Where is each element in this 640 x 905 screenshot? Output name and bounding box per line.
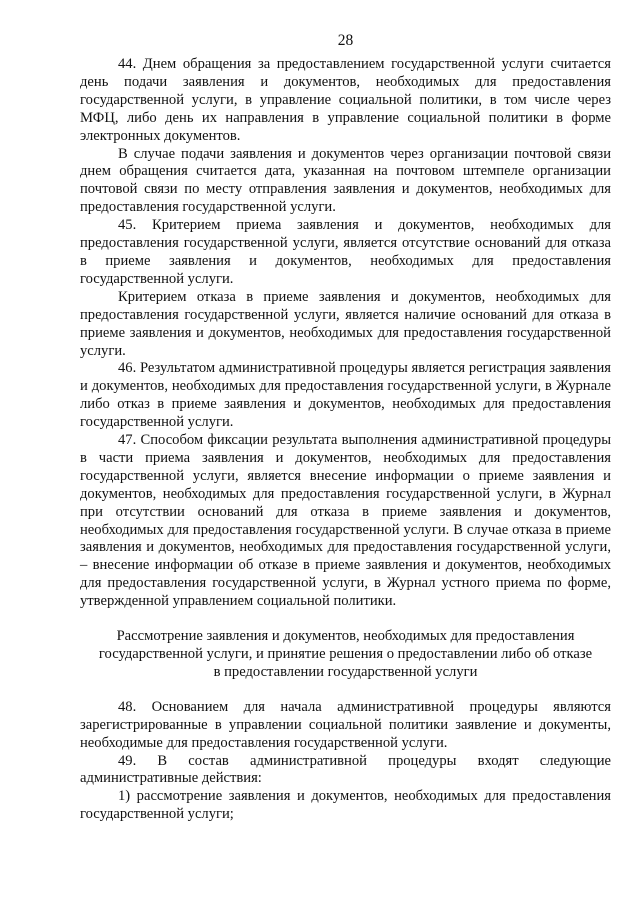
paragraph-refusal-criterion: Критерием отказа в приеме заявления и документов, необходимых для предоставления государственной услуги, является наличие оснований для отказа в приеме заявления и документов, необходимых для предоставления государственной услуги. xyxy=(80,288,611,359)
paragraph-47: 47. Способом фиксации результата выполнения административной процедуры в части приема заявления и документов, необходимых для предоставления государственной услуги, является внесение информации о приеме заявления и документов, необходимых для предоставления государственной услуги, в Журнал при отсутствии оснований для отказа в приеме заявления и документов, необходимых для предоставления государственной услуги. В случае отказа в приеме заявления и документов, необходимых для предоставления государственной услуги, – внесение информации об отказе в приеме заявления и документов, необходимых для предоставления государственной услуги, в Журнал устного приема по форме, утвержденной управлением социальной политики. xyxy=(80,432,611,610)
paragraph-46: 46. Результатом административной процедуры является регистрация заявления и документов, необходимых для предоставления государственной услуги, в Журнале либо отказ в приеме заявления и документов, необходимых для предоставления государственной услуги. xyxy=(80,360,611,431)
section-heading xyxy=(80,628,611,682)
paragraph-48: 48. Основанием для начала административной процедуры являются зарегистрированные в управлении социальной политики заявление и документы, необходимые для предоставления государственной услуги. xyxy=(80,698,611,751)
page-number: 28 xyxy=(337,32,354,49)
paragraph-49: 49. В состав административной процедуры входят следующие административные действия: xyxy=(80,752,611,787)
document-body xyxy=(80,56,611,824)
paragraph-45: 45. Критерием приема заявления и документов, необходимых для предоставления государственной услуги, является отсутствие оснований для отказа в приеме заявления и документов, необходимых для предоставления государственной услуги. xyxy=(80,217,611,287)
section-body xyxy=(80,699,611,824)
paragraph-postal-submission: В случае подачи заявления и документов через организации почтовой связи днем обращения считается дата, указанная на почтовом штемпеле организации почтовой связи по месту отправления заявления и документов, необходимых для предоставления государственной услуги. xyxy=(80,145,611,216)
paragraph-49-item-1: 1) рассмотрение заявления и документов, необходимых для предоставления государственной услуги; xyxy=(80,788,611,823)
section-heading-line-2: государственной услуги, и принятие решения о предоставлении либо об отказе xyxy=(98,646,593,662)
paragraph-44: 44. Днем обращения за предоставлением государственной услуги считается день подачи заявления и документов, необходимых для предоставления государственной услуги, в управление социальной политики, в том числе через МФЦ, либо день их направления в управление социальной политики в форме электронных документов. xyxy=(80,56,611,144)
section-heading-line-3: в предоставлении государственной услуги xyxy=(213,663,478,680)
section-heading-line-1: Рассмотрение заявления и документов, необходимых для предоставления xyxy=(116,628,575,645)
